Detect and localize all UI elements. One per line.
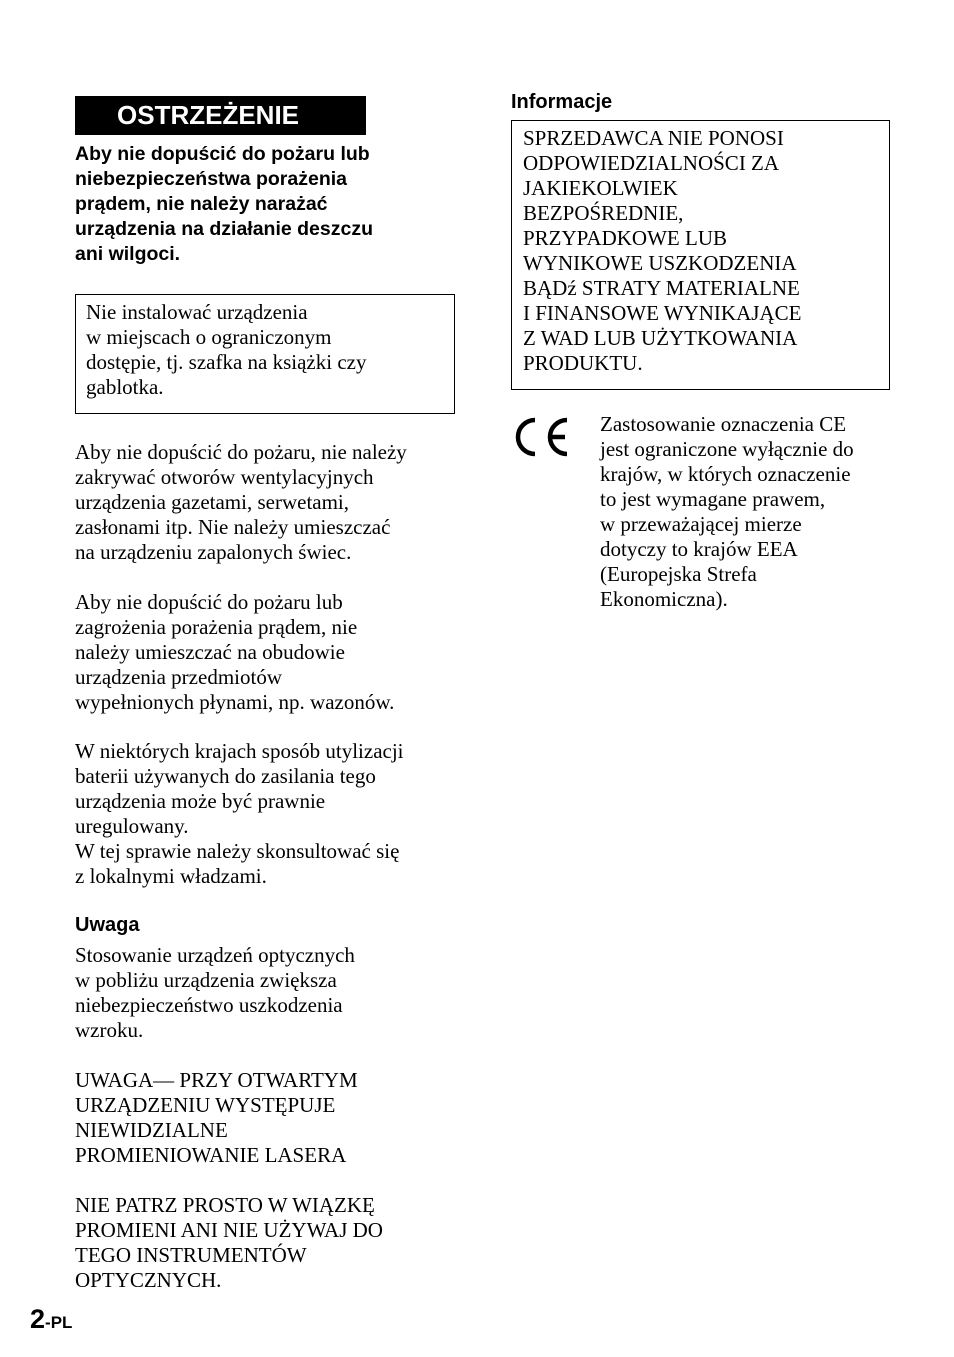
liability-disclaimer-box: SPRZEDAWCA NIE PONOSI ODPOWIEDZIALNOŚCI ZA JAKIEKOLWIEK BEZPOŚREDNIE, PRZYPADKOWE LUB WYNIKOWE USZKODZENIA BĄDź STRATY MATERIALNE I FINANSOWE WYNIKAJĄCE Z WAD LUB UŻYTKOWANIA PRODUKTU. [511,120,890,390]
laser-warning-2: NIE PATRZ PROSTO W WIĄZKĘ PROMIENI ANI NIE UŻYWAJ DO TEGO INSTRUMENTÓW OPTYCZNYCH. [75,1193,383,1292]
uwaga-heading: Uwaga [75,914,140,936]
liquids-paragraph: Aby nie dopuścić do pożaru lub zagrożenia porażenia prądem, nie należy umieszczać na obudowie urządzenia przedmiotów wypełnionych płynami, np. wazonów. [75,590,395,714]
laser-warning-1: UWAGA— PRZY OTWARTYM URZĄDZENIU WYSTĘPUJE NIEWIDZIALNE PROMIENIOWANIE LASERA [75,1068,358,1167]
right-column [511,90,890,612]
warning-text: Aby nie dopuścić do pożaru lub niebezpieczeństwa porażenia prądem, nie należy narażać urządzenia na działanie deszczu ani wilgoci. [75,143,374,265]
ce-section [511,412,890,612]
install-notice-box: Nie instalować urządzenia w miejscach o ograniczonym dostępie, tj. szafka na książki czy gablotka. [75,294,455,414]
ce-mark-icon [511,414,571,460]
warning-title: OSTRZEŻENIE [75,96,366,135]
battery-disposal-paragraph: W niektórych krajach sposób utylizacji baterii używanych do zasilania tego urządzenia może być prawnie uregulowany. W tej sprawie należy skonsultować się z lokalnymi władzami. [75,739,404,888]
ce-text: Zastosowanie oznaczenia CE jest ograniczone wyłącznie do krajów, w których oznaczenie to jest wymagane prawem, w przeważającej mierze dotyczy to krajów EEA (Europejska Strefa Ekonomiczna). [600,412,854,611]
uwaga-text: Stosowanie urządzeń optycznych w pobliżu urządzenia zwiększa niebezpieczeństwo uszkodzenia wzroku. [75,943,355,1042]
page-number [30,1303,72,1335]
left-column [75,96,455,1293]
page-number-suffix: -PL [45,1313,73,1332]
informacje-heading: Informacje [511,91,613,113]
ventilation-paragraph: Aby nie dopuścić do pożaru, nie należy zakrywać otworów wentylacyjnych urządzenia gazetami, serwetami, zasłonami itp. Nie należy umieszczać na urządzeniu zapalonych świec. [75,440,407,564]
page-number-value: 2 [30,1304,46,1334]
